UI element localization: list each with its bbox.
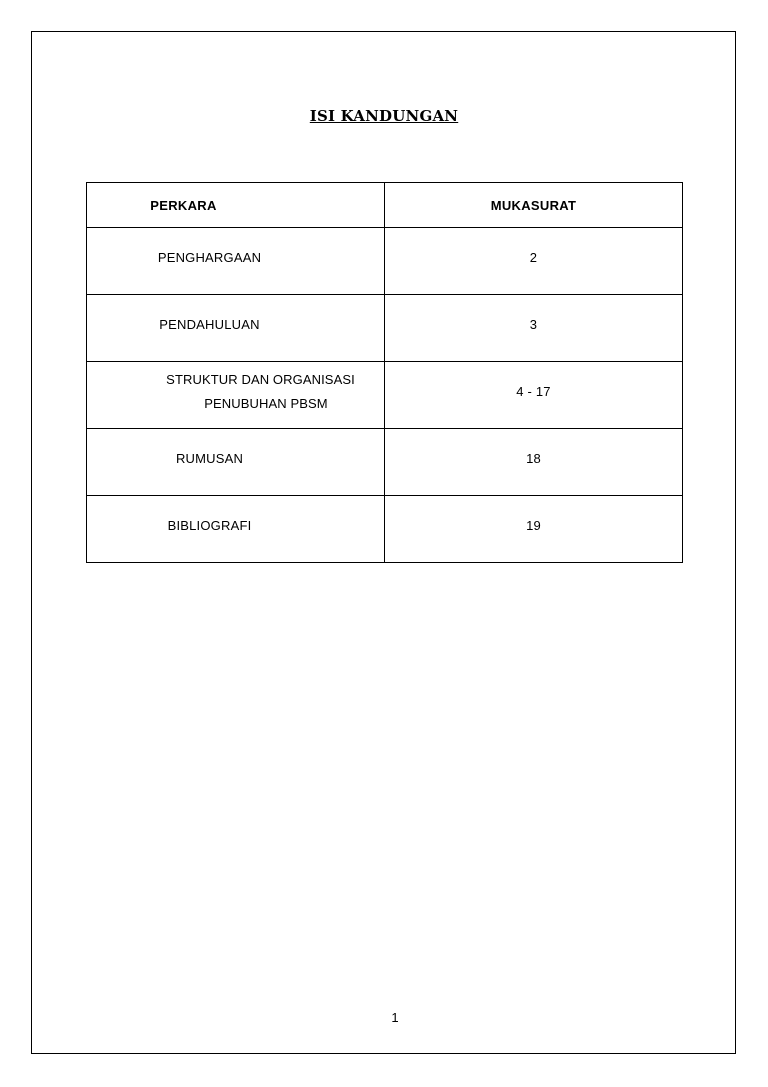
row-mukasurat-text: 3: [529, 317, 538, 332]
table-header-row: [87, 183, 683, 228]
table-row: [87, 496, 683, 563]
table-cell-mukasurat: [385, 496, 683, 563]
table-row: [87, 228, 683, 295]
table-cell-mukasurat: [385, 228, 683, 295]
table-row: [87, 429, 683, 496]
row-perkara-text: BIBLIOGRAFI: [167, 518, 252, 533]
row-perkara-text-line1: STRUKTUR DAN ORGANISASI: [166, 372, 355, 387]
table-row: [87, 362, 683, 429]
table-cell-perkara: [87, 496, 385, 563]
table-cell-perkara: [87, 228, 385, 295]
row-mukasurat-text: 4 - 17: [516, 384, 551, 399]
table-row: [87, 295, 683, 362]
table-cell-perkara: [87, 429, 385, 496]
row-perkara-text: RUMUSAN: [175, 451, 244, 466]
table-cell-mukasurat: [385, 362, 683, 429]
column-header-mukasurat: [385, 183, 683, 228]
table-cell-perkara: [87, 362, 385, 429]
page-title: ISI KANDUNGAN: [309, 107, 459, 125]
row-perkara-text-line2: PENUBUHAN PBSM: [204, 396, 328, 411]
table-cell-mukasurat: [385, 295, 683, 362]
column-header-perkara-label: PERKARA: [150, 197, 217, 213]
column-header-mukasurat-label: MUKASURAT: [490, 197, 577, 213]
row-mukasurat-text: 19: [526, 518, 541, 533]
row-perkara-text: PENDAHULUAN: [159, 317, 260, 332]
table-of-contents: [86, 182, 683, 563]
column-header-perkara: [87, 183, 385, 228]
row-mukasurat-text: 2: [529, 250, 538, 265]
row-perkara-text: PENGHARGAAN: [157, 250, 262, 265]
row-mukasurat-text: 18: [526, 451, 541, 466]
table-cell-perkara: [87, 295, 385, 362]
page-number: 1: [391, 1010, 399, 1025]
table-cell-mukasurat: [385, 429, 683, 496]
